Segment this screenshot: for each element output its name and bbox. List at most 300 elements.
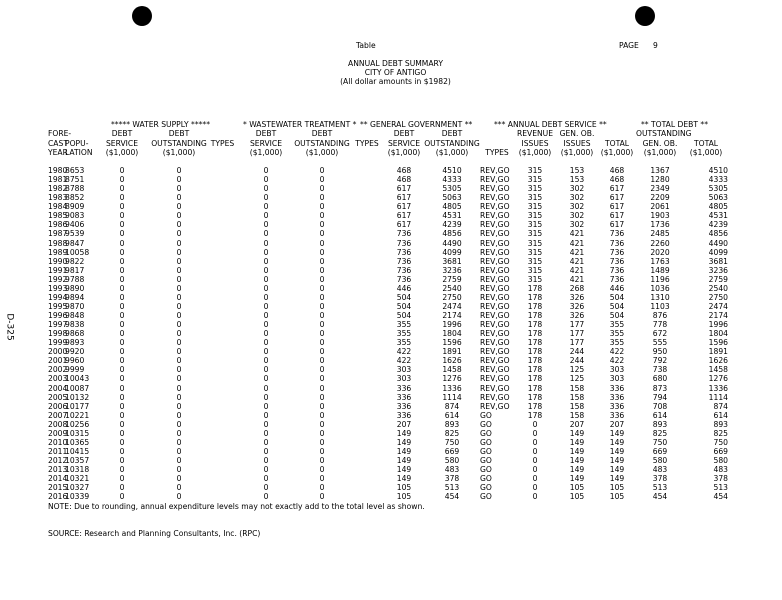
table-cell (350, 465, 384, 474)
table-cell: 0 (119, 247, 125, 257)
table-cell (207, 302, 238, 311)
table-cell: 0 (176, 383, 182, 393)
table-row (48, 492, 728, 501)
table-cell: 513 (713, 483, 728, 493)
table-cell: 326 (569, 292, 585, 302)
table-cell: 355 (609, 320, 625, 330)
table-cell: 0 (263, 247, 269, 257)
table-cell: 0 (176, 329, 182, 339)
table-cell: 1991 (48, 265, 68, 275)
table-cell: 153 (569, 166, 585, 175)
table-cell: 0 (176, 256, 182, 266)
table-cell: 336 (396, 383, 412, 393)
table-cell: 0 (532, 419, 538, 429)
table-cell: 0 (176, 338, 182, 348)
table-cell (207, 284, 238, 293)
table-cell: 468 (396, 166, 412, 175)
table-cell: 0 (263, 229, 269, 239)
table-cell: 1114 (708, 392, 728, 402)
table-cell: 0 (319, 347, 325, 357)
table-cell (207, 329, 238, 338)
table-cell: 4856 (442, 229, 462, 239)
table-cell: 1596 (708, 338, 728, 348)
table-cell: REV,GO (480, 338, 510, 348)
table-cell: 105 (569, 492, 585, 502)
table-cell (207, 347, 238, 356)
table-cell (350, 447, 384, 456)
table-cell: 3681 (708, 256, 728, 266)
table-cell: 736 (609, 238, 625, 248)
table-cell (350, 429, 384, 438)
table-cell: 0 (263, 374, 269, 384)
table-cell: 4805 (708, 202, 728, 212)
table-cell: 0 (263, 220, 269, 230)
table-cell: 617 (396, 211, 412, 221)
table-cell: 0 (176, 301, 182, 311)
table-cell: 0 (319, 492, 325, 502)
column-header-cell (598, 129, 636, 139)
table-cell: 0 (263, 238, 269, 248)
table-cell: 1196 (650, 274, 670, 284)
table-cell: 0 (119, 229, 125, 239)
table-cell: 0 (263, 410, 269, 420)
table-cell: 336 (396, 392, 412, 402)
table-cell: 0 (319, 483, 325, 493)
table-cell: 0 (176, 211, 182, 221)
table-cell: 0 (119, 492, 125, 502)
table-cell: 0 (119, 184, 125, 194)
table-row (48, 438, 728, 447)
table-cell: 0 (263, 437, 269, 447)
table-cell: 9893 (65, 338, 85, 348)
table-cell: 4531 (442, 211, 462, 221)
table-cell: 580 (444, 456, 460, 465)
table-cell: 483 (652, 465, 668, 475)
page-number: 9 (653, 41, 658, 50)
table-cell: 1310 (650, 292, 670, 302)
table-cell: 0 (319, 184, 325, 194)
table-cell: 125 (569, 365, 585, 375)
table-cell: 736 (396, 265, 412, 275)
table-cell: 0 (119, 202, 125, 212)
table-cell: 1280 (650, 175, 670, 185)
table-cell: 177 (569, 329, 585, 339)
table-cell: 736 (396, 256, 412, 266)
table-cell: GO (480, 410, 492, 420)
table-cell: 0 (119, 265, 125, 275)
column-header-cell: TYPES (485, 148, 509, 157)
table-cell: 0 (263, 184, 269, 194)
table-cell: 0 (176, 483, 182, 493)
table-cell: REV,GO (480, 283, 510, 293)
table-row (48, 365, 728, 374)
table-row (48, 320, 728, 329)
table-cell: 2260 (650, 238, 670, 248)
column-header-cell (350, 148, 384, 158)
table-cell: 2474 (442, 301, 462, 311)
table-cell: 0 (176, 356, 182, 366)
table-cell: 9870 (65, 301, 85, 311)
table-cell: REV,GO (480, 392, 510, 402)
table-cell (207, 429, 238, 438)
table-cell: 504 (396, 311, 412, 320)
group-water-supply: ***** WATER SUPPLY ***** (111, 120, 211, 129)
table-cell: 0 (119, 374, 125, 384)
table-cell: 315 (527, 238, 543, 248)
table-cell: 336 (609, 410, 625, 420)
table-cell: 178 (527, 338, 543, 348)
table-cell: 378 (652, 474, 668, 484)
table-cell: 1891 (442, 347, 462, 357)
table-cell: REV,GO (480, 374, 510, 384)
table-cell: 738 (652, 365, 668, 375)
table-cell (350, 347, 384, 356)
group-wastewater: * WASTEWATER TREATMENT * (243, 120, 357, 129)
table-cell: 0 (176, 492, 182, 502)
table-cell: 315 (527, 193, 543, 203)
table-cell: REV,GO (480, 365, 510, 375)
table-cell (207, 211, 238, 220)
table-cell: 483 (444, 465, 460, 475)
table-cell: 2000 (48, 347, 68, 357)
table-cell: 421 (569, 256, 585, 266)
table-cell: 0 (176, 311, 182, 320)
table-cell: 355 (609, 329, 625, 339)
table-cell: 0 (119, 193, 125, 203)
table-cell: 617 (609, 184, 625, 194)
table-cell: 778 (652, 320, 668, 330)
table-cell: 0 (119, 256, 125, 266)
table-cell: 5305 (708, 184, 728, 194)
table-cell: 0 (319, 238, 325, 248)
table-cell: 0 (263, 320, 269, 330)
header-row (48, 139, 728, 149)
table-row (48, 229, 728, 238)
table-cell: 355 (396, 338, 412, 348)
column-header-cell (480, 129, 514, 139)
table-cell: REV,GO (480, 238, 510, 248)
table-cell: 1804 (442, 329, 462, 339)
table-cell: 2015 (48, 483, 68, 493)
table-cell: 0 (319, 392, 325, 402)
column-header-cell (480, 139, 514, 149)
table-cell: 422 (609, 356, 625, 366)
table-cell: 178 (527, 374, 543, 384)
table-cell (207, 447, 238, 456)
table-cell: 1036 (650, 283, 670, 293)
column-header-cell: DEBT (255, 129, 277, 138)
table-cell: 315 (527, 229, 543, 239)
column-header-cell: GEN. OB. (642, 138, 678, 148)
table-cell: 422 (609, 347, 625, 357)
table-cell: 1114 (442, 392, 462, 402)
table-cell: REV,GO (480, 256, 510, 266)
table-cell: 0 (176, 166, 182, 175)
table-row (48, 447, 728, 456)
table-cell: 0 (319, 338, 325, 348)
table-row (48, 275, 728, 284)
table-cell: 149 (396, 437, 412, 447)
table-cell: 9920 (65, 347, 85, 357)
table-cell: 669 (652, 446, 668, 456)
table-cell: 2540 (708, 283, 728, 293)
table-cell: 454 (713, 492, 728, 502)
title-line-1: ANNUAL DEBT SUMMARY (348, 59, 443, 68)
table-cell (207, 483, 238, 492)
table-cell: 303 (396, 374, 412, 384)
table-row (48, 474, 728, 483)
table-cell: 422 (396, 356, 412, 366)
table-cell: REV,GO (480, 292, 510, 302)
table-cell: 1489 (650, 265, 670, 275)
table-cell: 0 (119, 329, 125, 339)
table-cell (350, 483, 384, 492)
table-cell: 0 (119, 166, 125, 175)
table-cell (350, 166, 384, 175)
table-cell: 378 (444, 474, 460, 484)
table-cell (207, 365, 238, 374)
table-cell: 0 (176, 347, 182, 357)
table-cell: 336 (609, 401, 625, 411)
table-cell: 2061 (650, 202, 670, 212)
table-cell: 1367 (650, 166, 670, 175)
column-header-cell: LATION (65, 148, 93, 157)
table-cell: 0 (319, 356, 325, 366)
table-cell (207, 202, 238, 211)
column-header-cell: ($1,000) (249, 148, 283, 157)
table-cell: 4531 (708, 211, 728, 221)
table-cell: 0 (176, 428, 182, 438)
table-cell: 614 (713, 410, 728, 420)
table-cell (350, 474, 384, 483)
table-row (48, 483, 728, 492)
table-cell: 0 (319, 374, 325, 384)
table-cell: 0 (263, 392, 269, 402)
table-cell: 736 (609, 229, 625, 239)
table-row (48, 420, 728, 429)
table-cell: 0 (319, 220, 325, 230)
table-cell: 0 (319, 211, 325, 221)
table-cell (350, 220, 384, 229)
table-cell (207, 220, 238, 229)
table-cell: 504 (609, 292, 625, 302)
group-general-government: ** GENERAL GOVERNMENT ** (360, 120, 473, 129)
table-cell: REV,GO (480, 274, 510, 284)
table-cell: 3236 (708, 265, 728, 275)
table-row (48, 302, 728, 311)
group-annual-debt-service: *** ANNUAL DEBT SERVICE ** (494, 120, 607, 129)
table-cell: 0 (176, 238, 182, 248)
table-cell: 2005 (48, 392, 68, 402)
table-cell: 0 (263, 401, 269, 411)
table-cell: 874 (713, 401, 728, 411)
table-cell: 0 (176, 401, 182, 411)
table-row (48, 284, 728, 293)
table-cell: 0 (119, 483, 125, 493)
column-header-cell: ($1,000) (435, 148, 469, 157)
table-cell: 5063 (442, 193, 462, 203)
table-cell: 2750 (442, 292, 462, 302)
table-cell: 2008 (48, 419, 68, 429)
table-cell: REV,GO (480, 193, 510, 203)
table-cell: 303 (609, 374, 625, 384)
table-cell: 315 (527, 184, 543, 194)
table-cell: 0 (176, 437, 182, 447)
table-cell: 614 (652, 410, 668, 420)
table-cell: 736 (609, 247, 625, 257)
table-cell: 876 (652, 311, 668, 320)
table-cell: 0 (263, 211, 269, 221)
table-cell (350, 492, 384, 501)
table-cell: 2007 (48, 410, 68, 420)
table-cell: 0 (319, 311, 325, 320)
table-cell (207, 438, 238, 447)
table-cell: 10058 (65, 247, 90, 257)
table-cell: 0 (119, 274, 125, 284)
table-cell: 336 (609, 383, 625, 393)
table-cell: 0 (176, 465, 182, 475)
table-cell: 4333 (442, 175, 462, 185)
table-cell: 0 (119, 419, 125, 429)
table-cell: 0 (319, 465, 325, 475)
column-header-cell: ($1,000) (305, 148, 339, 157)
table-cell: 4490 (442, 238, 462, 248)
column-header-cell: TOTAL (604, 138, 630, 148)
table-cell: 0 (119, 220, 125, 230)
table-cell: 825 (713, 428, 728, 438)
table-cell (207, 393, 238, 402)
table-cell: 0 (176, 184, 182, 194)
table-cell: 0 (119, 465, 125, 475)
table-cell: 4239 (442, 220, 462, 230)
table-cell (207, 275, 238, 284)
table-cell (350, 239, 384, 248)
table-row (48, 184, 728, 193)
table-cell: 0 (176, 446, 182, 456)
table-cell (350, 193, 384, 202)
table-cell: 0 (176, 374, 182, 384)
table-cell: 0 (319, 446, 325, 456)
table-cell (207, 311, 238, 320)
table-cell: 5305 (442, 184, 462, 194)
table-cell: 1997 (48, 320, 68, 330)
table-cell: REV,GO (480, 311, 510, 320)
table-cell: 0 (319, 401, 325, 411)
table-cell: 0 (119, 401, 125, 411)
table-cell: 708 (652, 401, 668, 411)
table-cell: 736 (396, 238, 412, 248)
column-header-cell: POPU- (65, 138, 89, 148)
column-header-cell: ISSUES (521, 138, 549, 148)
title-line-2: CITY OF ANTIGO (364, 68, 427, 77)
table-cell: 0 (119, 383, 125, 393)
table-cell: 2013 (48, 465, 68, 475)
table-cell: 0 (263, 383, 269, 393)
table-cell (207, 474, 238, 483)
table-row (48, 293, 728, 302)
table-cell: 468 (609, 175, 625, 185)
table-cell: 149 (609, 428, 625, 438)
table-cell: 893 (444, 419, 460, 429)
table-row (48, 193, 728, 202)
table-cell: 0 (263, 202, 269, 212)
table-cell: 315 (527, 166, 543, 175)
table-cell (207, 402, 238, 411)
table-cell: 149 (396, 474, 412, 484)
table-cell: 873 (652, 383, 668, 393)
table-cell: 617 (396, 184, 412, 194)
table-cell: 1804 (708, 329, 728, 339)
table-cell (207, 257, 238, 266)
table-cell: 0 (176, 265, 182, 275)
table-cell: 2001 (48, 356, 68, 366)
table-cell: 0 (263, 356, 269, 366)
table-cell: 10339 (65, 492, 90, 502)
table-cell: 158 (569, 392, 585, 402)
table-cell: 326 (569, 311, 585, 320)
table-cell: 0 (263, 256, 269, 266)
column-header-cell: SERVICE (249, 138, 282, 148)
table-cell: 750 (713, 437, 728, 447)
header-row (48, 148, 728, 158)
binder-hole-left (132, 6, 152, 26)
table-cell: REV,GO (480, 301, 510, 311)
table-cell: 207 (396, 419, 412, 429)
table-cell: GO (480, 456, 492, 465)
table-cell: 1993 (48, 283, 68, 293)
table-cell: 0 (263, 283, 269, 293)
table-cell: 580 (713, 456, 728, 465)
table-cell: 1276 (442, 374, 462, 384)
table-cell: 2010 (48, 437, 68, 447)
table-row (48, 211, 728, 220)
table-cell (207, 411, 238, 420)
table-cell: 669 (713, 446, 728, 456)
table-cell: 5063 (708, 193, 728, 203)
table-cell: 0 (319, 292, 325, 302)
column-header-cell: TOTAL (693, 138, 719, 148)
table-cell: GO (480, 492, 492, 502)
table-row (48, 202, 728, 211)
table-cell: 1984 (48, 202, 68, 212)
table-cell: 950 (652, 347, 668, 357)
table-cell: 9788 (65, 274, 85, 284)
table-cell: 178 (527, 356, 543, 366)
table-cell: REV,GO (480, 265, 510, 275)
table-cell: 315 (527, 202, 543, 212)
table-cell: 1336 (708, 383, 728, 393)
table-cell: 617 (609, 202, 625, 212)
table-cell: 0 (263, 419, 269, 429)
table-cell: 0 (176, 283, 182, 293)
table-cell: 149 (609, 456, 625, 465)
table-cell (207, 193, 238, 202)
column-header-cell: SERVICE (387, 138, 420, 148)
table-cell: 9847 (65, 238, 85, 248)
binder-hole-right (635, 6, 655, 26)
table-cell: 0 (119, 474, 125, 484)
table-cell: 0 (263, 483, 269, 493)
table-cell (207, 374, 238, 383)
table-cell: 1626 (708, 356, 728, 366)
table-cell: 8653 (65, 166, 85, 175)
table-cell: 4856 (708, 229, 728, 239)
table-row (48, 166, 728, 175)
table-cell: 1985 (48, 211, 68, 221)
table-row (48, 411, 728, 420)
table-cell: 0 (263, 274, 269, 284)
column-header-cell: REVENUE (516, 129, 554, 138)
